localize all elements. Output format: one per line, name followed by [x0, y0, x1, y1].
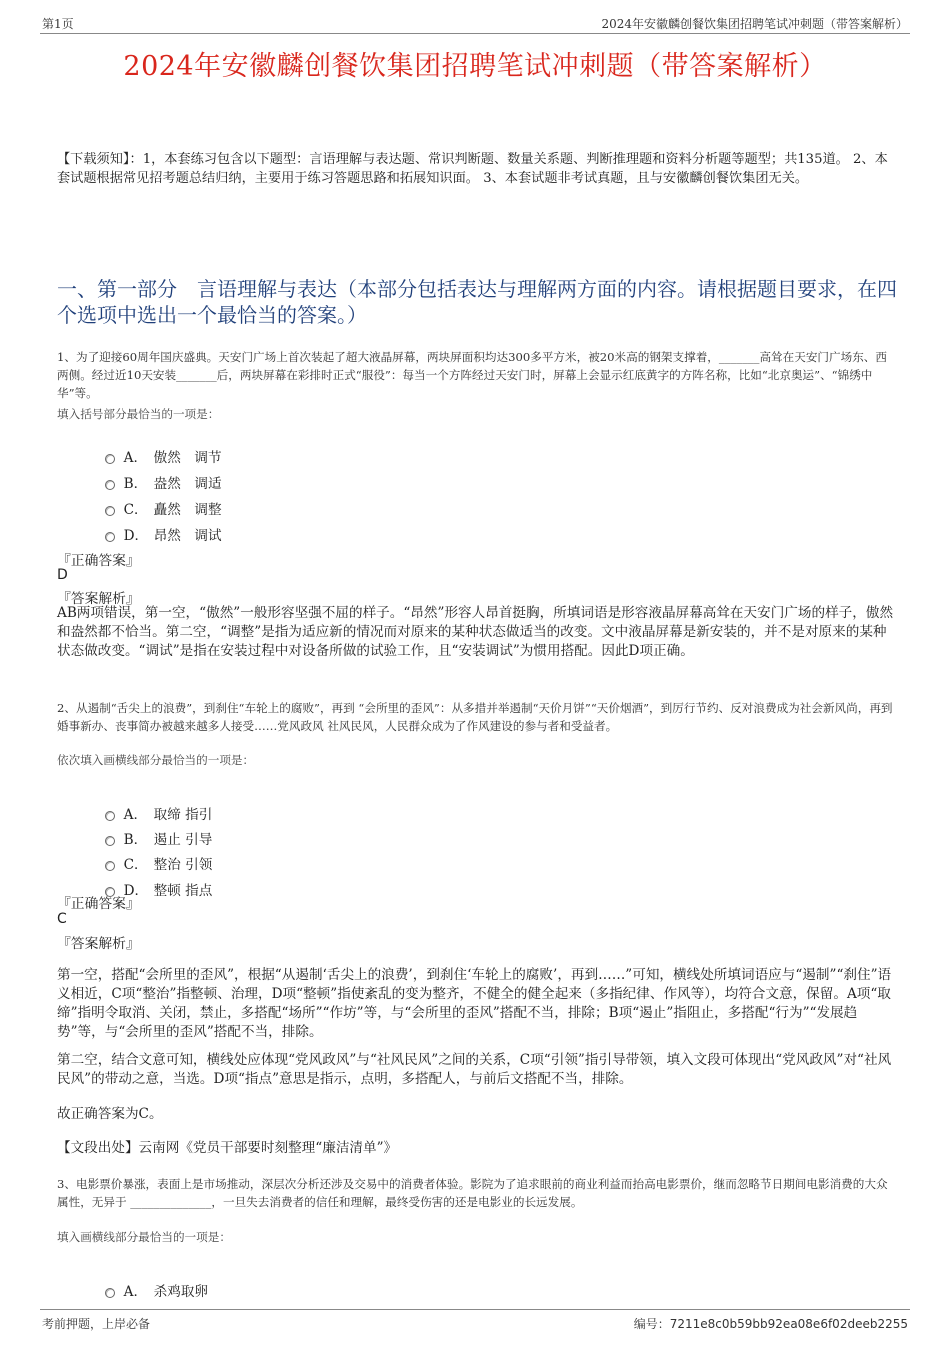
question-1-prompt: 填入括号部分最恰当的一项是： — [57, 407, 220, 421]
question-2-analysis-p3: 故正确答案为C。 — [57, 1106, 163, 1122]
question-1-answer-label: 『正确答案』 — [57, 553, 140, 569]
document-title: 2024年安徽麟创餐饮集团招聘笔试冲刺题（带答案解析） — [123, 51, 827, 82]
option-letter: D． — [123, 528, 149, 544]
question-1-stem: 1、为了迎接60周年国庆盛典。天安门广场上首次装起了超大液晶屏幕，两块屏面积均达300多平方米，被20米高的钢架支撑着，_______高耸在天安门广场东、西两侧。经过近10天安装_______后，两块屏幕在彩排时正式“服役”：每当一个方阵经过天安门时，屏幕上会显示红底黄字的方阵名称，比如“北京奥运”、“锦绣中华”等。 — [57, 350, 887, 400]
option-text: 昂然 调试 — [153, 528, 222, 544]
option-text: 傲然 调节 — [153, 450, 222, 466]
option-letter: C． — [123, 502, 148, 518]
question-2-analysis-label: 『答案解析』 — [57, 936, 140, 952]
question-1-analysis: AB两项错误，第一空，“傲然”一般形容坚强不屈的样子。“昂然”形容人昂首挺胸，所填词语是形容液晶屏幕高耸在天安门广场的样子，傲然和盎然都不恰当。第二空，“调整”是指为适应新的情况而对原来的某种状态做适当的改变。文中液晶屏幕是新安装的，并不是对原来的某种状态做改变。“调试”是指在安装过程中对设备所做的试验工作，且“安装调试”为惯用搭配。因此D项正确。 — [57, 605, 894, 659]
option-text: 遏止 引导 — [153, 832, 213, 848]
question-2-stem: 2、从遏制“舌尖上的浪费”，到刹住“车轮上的腐败”，再到 “会所里的歪风”：从多措并举遏制“天价月饼”“天价烟酒”，到厉行节约、反对浪费成为社会新风尚，再到婚事新办、丧事简办被越来越多人接受……党风政风 社风民风，人民群众成为了作风建设的参与者和受益者。 — [57, 701, 893, 733]
option-letter: A． — [123, 807, 148, 823]
question-1-analysis-label: 『答案解析』 — [57, 591, 140, 607]
question-3-prompt: 填入画横线部分最恰当的一项是： — [57, 1230, 231, 1244]
question-2-analysis-p2: 第二空，结合文意可知，横线处应体现“党风政风”与“社风民风”之间的关系，C项“引领”指引导带领，填入文段可体现出“党风政风”对“社风民风”的带动之意，当选。D项“指点”意思是指示，点明，多搭配人，与前后文搭配不当，排除。 — [57, 1052, 892, 1087]
option-text: 矗然 调整 — [153, 502, 222, 518]
footer-slogan: 考前押题，上岸必备 — [42, 1317, 151, 1331]
download-notice: 【下载须知】：1，本套练习包含以下题型：言语理解与表达题、常识判断题、数量关系题、判断推理题和资料分析题等题型；共135道。 2、本套试题根据常见招考题总结归纳，主要用于练习答题思路和拓展知识面。 3、本套试题非考试真题，且与安徽麟创餐饮集团无关。 — [57, 152, 888, 186]
question-2-source: 【文段出处】云南网《党员干部要时刻整理“廉洁清单”》 — [57, 1140, 398, 1156]
question-1-option-d[interactable] — [96, 508, 222, 544]
option-text: 整顿 指点 — [153, 883, 213, 899]
footer-code-value: 7211e8c0b59bb92ea08e6f02deeb2255 — [669, 1317, 908, 1331]
option-letter: B． — [123, 476, 148, 492]
question-2-prompt: 依次填入画横线部分最恰当的一项是： — [57, 753, 255, 767]
question-2-answer: C — [57, 911, 67, 927]
option-text: 整治 引领 — [153, 857, 213, 873]
option-letter: D． — [123, 883, 149, 899]
footer-code-label: 编号： — [633, 1317, 670, 1331]
option-letter: A． — [123, 450, 148, 466]
page-number: 第1页 — [42, 17, 74, 31]
footer-rule — [40, 1309, 910, 1310]
option-text: 取缔 指引 — [153, 807, 213, 823]
option-text: 杀鸡取卵 — [153, 1284, 209, 1300]
footer-code — [634, 1315, 908, 1332]
option-letter: B． — [123, 832, 148, 848]
option-text: 盎然 调适 — [153, 476, 222, 492]
option-letter: A． — [123, 1284, 148, 1300]
question-3-stem: 3、电影票价暴涨，表面上是市场推动，深层次分析还涉及交易中的消费者体验。影院为了追求眼前的商业利益而抬高电影票价，继而忽略节日期间电影消费的大众属性，无异于 ______________，一旦失去消费者的信任和理解，最终受伤害的还是电影业的长远发展。 — [57, 1177, 888, 1209]
radio-icon[interactable] — [105, 1288, 115, 1298]
option-letter: C． — [123, 857, 148, 873]
radio-icon[interactable] — [105, 532, 115, 542]
section-heading: 一、第一部分 言语理解与表达（本部分包括表达与理解两方面的内容。请根据题目要求，在四个选项中选出一个最恰当的答案。） — [57, 277, 897, 327]
running-header-title: 2024年安徽麟创餐饮集团招聘笔试冲刺题（带答案解析） — [601, 17, 908, 31]
question-2-analysis-p1: 第一空，搭配“会所里的歪风”，根据“从遏制‘舌尖上的浪费’，到刹住‘车轮上的腐败’，再到……”可知，横线处所填词语应与“遏制”“刹住”语义相近，C项“整治”指整顿、治理，D项“整顿”指使紊乱的变为整齐，不健全的健全起来（多指纪律、作风等），均符合文意，保留。A项“取缔”指明令取消、关闭，禁止，多搭配“场所”“作坊”等，与“会所里的歪风”搭配不当，排除；B项“遏止”指阻止，多搭配“行为”“发展趋势”等，与“会所里的歪风”搭配不当，排除。 — [57, 967, 892, 1040]
question-3-option-a[interactable] — [96, 1264, 208, 1300]
header-rule — [40, 33, 910, 34]
question-1-answer: D — [57, 567, 68, 583]
question-2-answer-label: 『正确答案』 — [57, 896, 140, 912]
